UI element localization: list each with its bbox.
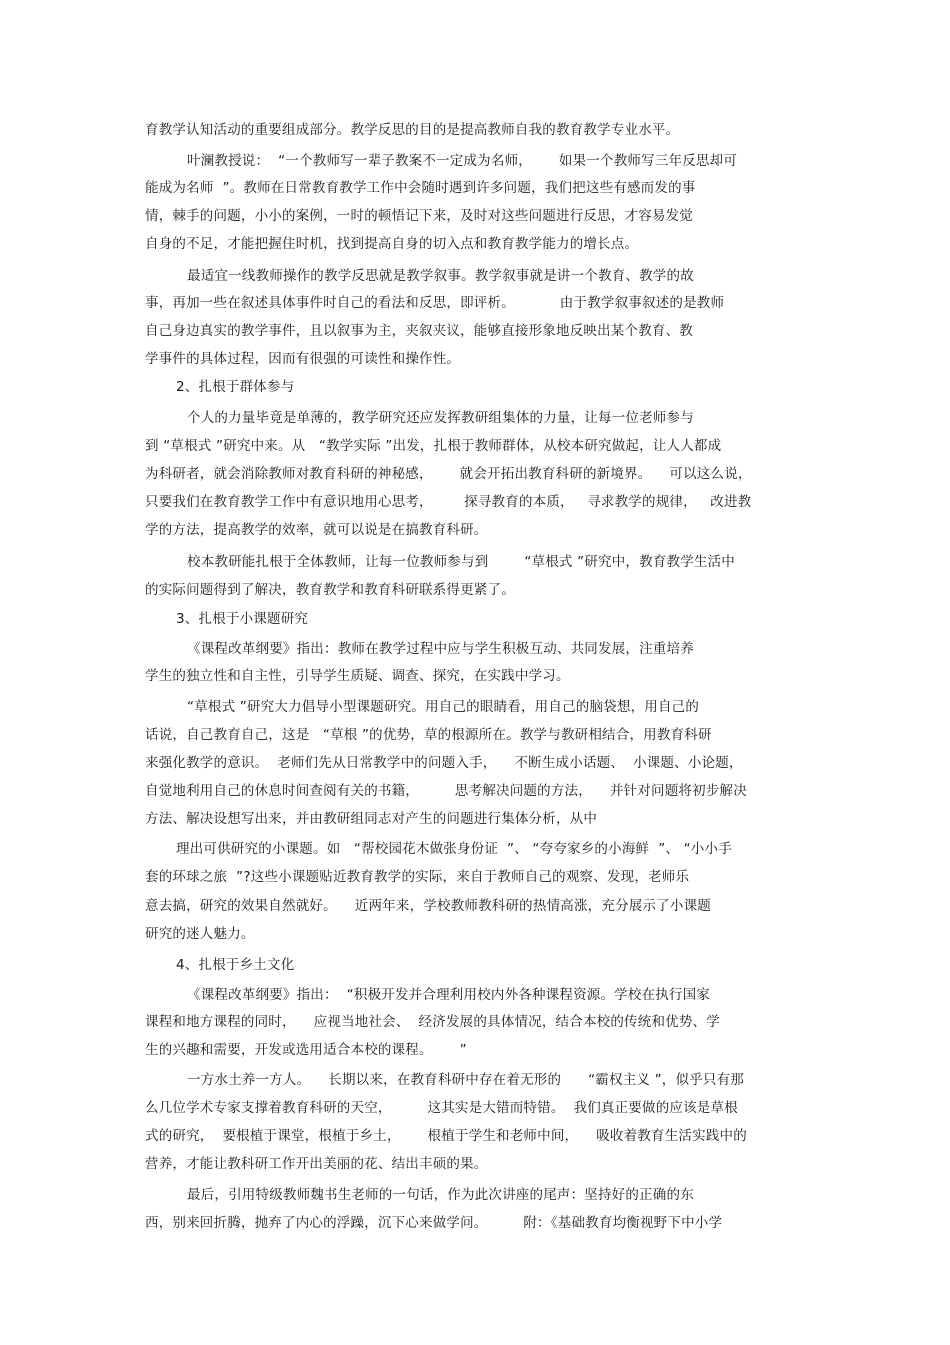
text-line: “草根式 ”研究大力倡导小型课题研究。用自己的眼睛看，用自己的脑袋想，用自己的 — [187, 699, 700, 715]
text-line: 最适宜一线教师操作的教学反思就是教学叙事。教学叙事就是讲一个教育、教学的故 — [187, 268, 694, 284]
text-line: 自身的不足，才能把握住时机，找到提高自身的切入点和教育教学能力的增长点。 — [145, 236, 639, 252]
text-line: 情，棘手的问题，小小的案例，一时的顿悟记下来，及时对这些问题进行反思，才容易发觉 — [145, 208, 693, 224]
text-line: 西，别来回折腾，抛弃了内心的浮躁，沉下心来做学问。 附：《基础教育均衡视野下中小学 — [145, 1215, 723, 1231]
text-line: 方法、解决设想写出来，并由教研组同志对产生的问题进行集体分析，从中 — [145, 811, 598, 827]
text-line: 事，再加一些在叙述具体事件时自己的看法和反思，即评析。 由于教学叙事叙述的是教师 — [145, 295, 725, 311]
text-line: 话说，自己教育自己，这是 “草根 ”的优势，草的根源所在。教学与教研相结合，用教育科研 — [145, 727, 712, 743]
text-line: 自己身边真实的教学事件，且以叙事为主，夹叙夹议，能够直接形象地反映出某个教育、教 — [145, 323, 693, 339]
text-line: 自觉地利用自己的休息时间查阅有关的书籍， 思考解决问题的方法， 并针对问题将初步解决 — [145, 783, 747, 799]
text-line: 生的兴趣和需要，开发或选用适合本校的课程。 ” — [145, 1042, 467, 1058]
text-line: 校本教研能扎根于全体教师，让每一位教师参与到 “草根式 ”研究中，教育教学生活中 — [187, 554, 736, 570]
text-line: 理出可供研究的小课题。如 “帮校园花木做张身份证 ”、 “夸夸家乡的小海鲜 ”、 “小小手 — [176, 841, 732, 857]
text-line: 只要我们在教育教学工作中有意识地用心思考， 探寻教育的本质， 寻求教学的规律， 改进教 — [145, 494, 752, 510]
text-line: 课程和地方课程的同时， 应视当地社会、 经济发展的具体情况，结合本校的传统和优势、学 — [145, 1014, 720, 1030]
text-line: 叶澜教授说： “一个教师写一辈子教案不一定成为名师， 如果一个教师写三年反思却可 — [187, 153, 738, 169]
section-heading: 3、扎根于小课题研究 — [176, 611, 309, 627]
text-line: 营养，才能让教科研工作开出美丽的花、结出丰硕的果。 — [145, 1156, 488, 1172]
text-line: 套的环球之旅 ”?这些小课题贴近教育教学的实际，来自于教师自己的观察、发现，老师乐 — [145, 869, 690, 885]
text-line: 来强化教学的意识。 老师们先从日常教学中的问题入手， 不断生成小话题、 小课题、小论题， — [145, 755, 743, 771]
text-line: 个人的力量毕竟是单薄的，教学研究还应发挥教研组集体的力量，让每一位老师参与 — [187, 410, 694, 426]
text-line: 么几位学术专家支撑着教育科研的天空， 这其实是大错而特错。 我们真正要做的应该是草根 — [145, 1100, 738, 1116]
text-line: 最后，引用特级教师魏书生老师的一句话，作为此次讲座的尾声：坚持好的正确的东 — [187, 1187, 694, 1203]
text-line: 育教学认知活动的重要组成部分。教学反思的目的是提高教师自我的教育教学专业水平。 — [145, 122, 680, 138]
section-heading: 2、扎根于群体参与 — [176, 379, 295, 395]
text-line: 为科研者，就会消除教师对教育科研的神秘感， 就会开拓出教育科研的新境界。 可以这么说， — [145, 466, 752, 482]
text-line: 《课程改革纲要》指出：教师在教学过程中应与学生积极互动、共同发展，注重培养 — [187, 641, 694, 657]
text-line: 学生的独立性和自主性，引导学生质疑、调查、探究，在实践中学习。 — [145, 668, 570, 684]
text-line: 研究的迷人魅力。 — [145, 926, 255, 942]
text-line: 式的研究， 要根植于课堂，根植于乡土， 根植于学生和老师中间， 吸收着教育生活实践中的 — [145, 1128, 747, 1144]
text-line: 能成为名师 ”。教师在日常教育教学工作中会随时遇到许多问题，我们把这些有感而发的事 — [145, 180, 696, 196]
text-line: 的实际问题得到了解决，教育教学和教育科研联系得更紧了。 — [145, 582, 515, 598]
text-line: 一方水土养一方人。 长期以来，在教育科研中存在着无形的 “霸权主义 ”，似乎只有那 — [187, 1072, 744, 1088]
text-line: 学事件的具体过程，因而有很强的可读性和操作性。 — [145, 351, 461, 367]
text-line: 学的方法，提高教学的效率，就可以说是在搞教育科研。 — [145, 522, 488, 538]
text-line: 意去搞，研究的效果自然就好。 近两年来，学校教师教科研的热情高涨，充分展示了小课题 — [145, 898, 711, 914]
text-line: 到 “草根式 ”研究中来。从 “教学实际 ”出发，扎根于教师群体，从校本研究做起，让人人都成 — [145, 438, 722, 454]
text-line: 《课程改革纲要》指出： “积极开发并合理利用校内外各种课程资源。学校在执行国家 — [187, 987, 711, 1003]
section-heading: 4、扎根于乡土文化 — [176, 957, 295, 973]
